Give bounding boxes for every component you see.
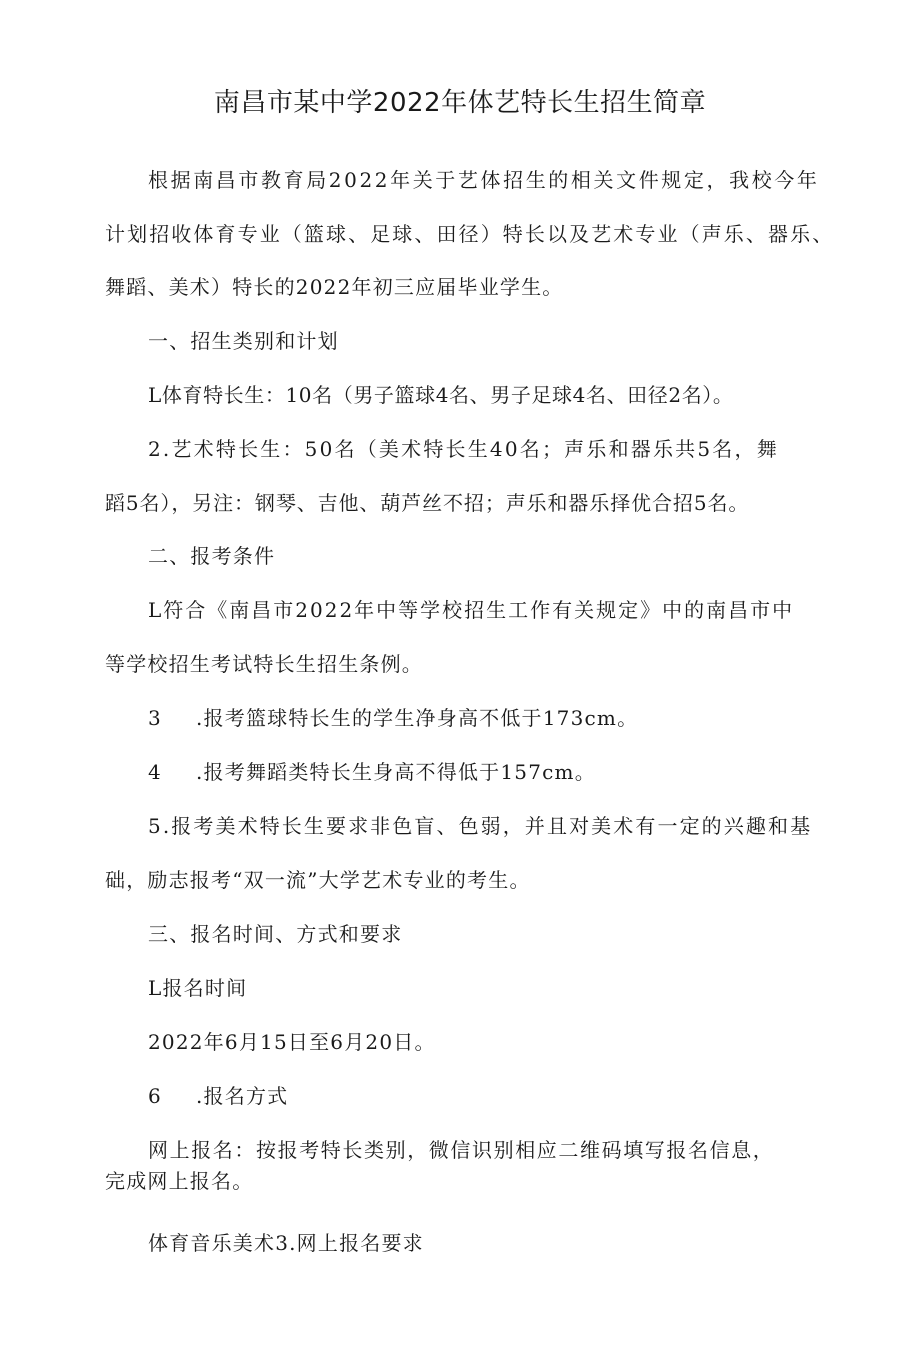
- item-text: .报考篮球特长生的学生净身高不低于173cm。: [196, 706, 639, 730]
- section-2-item-5-line-2: 础，励志报考“双一流”大学艺术专业的考生。: [105, 868, 531, 892]
- section-2-item-1-line-1: L符合《南昌市2022年中等学校招生工作有关规定》中的南昌市中: [148, 598, 795, 622]
- section-1-item-2-line-1: 2.艺术特长生：50名（美术特长生40名；声乐和器乐共5名，舞: [148, 437, 779, 461]
- section-3-heading: 三、报名时间、方式和要求: [148, 922, 403, 946]
- section-2-heading: 二、报考条件: [148, 544, 276, 568]
- document-title: 南昌市某中学2022年体艺特长生招生简章: [213, 88, 707, 118]
- item-number: 6: [148, 1084, 162, 1108]
- intro-paragraph-line-1: 根据南昌市教育局2022年关于艺体招生的相关文件规定，我校今年: [148, 168, 820, 192]
- section-2-item-1-line-2: 等学校招生考试特长生招生条例。: [105, 652, 423, 676]
- section-2-item-3: [148, 703, 838, 733]
- section-1-item-1: L体育特长生：10名（男子篮球4名、男子足球4名、田径2名）。: [148, 383, 734, 407]
- item-text: .报名方式: [196, 1084, 289, 1108]
- item-text: .报考舞蹈类特长生身高不得低于157cm。: [196, 760, 596, 784]
- item-number: 4: [148, 760, 162, 784]
- section-3-item-1: L报名时间: [148, 976, 248, 1000]
- section-2-item-5-line-1: 5.报考美术特长生要求非色盲、色弱，并且对美术有一定的兴趣和基: [148, 814, 813, 838]
- section-3-item-3: 体育音乐美术3.网上报名要求: [148, 1231, 424, 1255]
- section-1-item-2-line-2: 蹈5名），另注：钢琴、吉他、葫芦丝不招；声乐和器乐择优合招5名。: [105, 491, 750, 515]
- intro-paragraph-line-3: 舞蹈、美术）特长的2022年初三应届毕业学生。: [105, 275, 564, 299]
- item-number: 3: [148, 706, 162, 730]
- section-2-item-4: [148, 757, 838, 787]
- section-3-item-6: [148, 1081, 838, 1111]
- section-1-heading: 一、招生类别和计划: [148, 329, 339, 353]
- section-3-date: 2022年6月15日至6月20日。: [148, 1030, 436, 1054]
- intro-paragraph-line-2: 计划招收体育专业（篮球、足球、田径）特长以及艺术专业（声乐、器乐、: [105, 222, 835, 246]
- section-3-online-line-2: 完成网上报名。: [105, 1169, 254, 1193]
- section-3-online-line-1: 网上报名：按报考特长类别，微信识别相应二维码填写报名信息，: [148, 1138, 775, 1162]
